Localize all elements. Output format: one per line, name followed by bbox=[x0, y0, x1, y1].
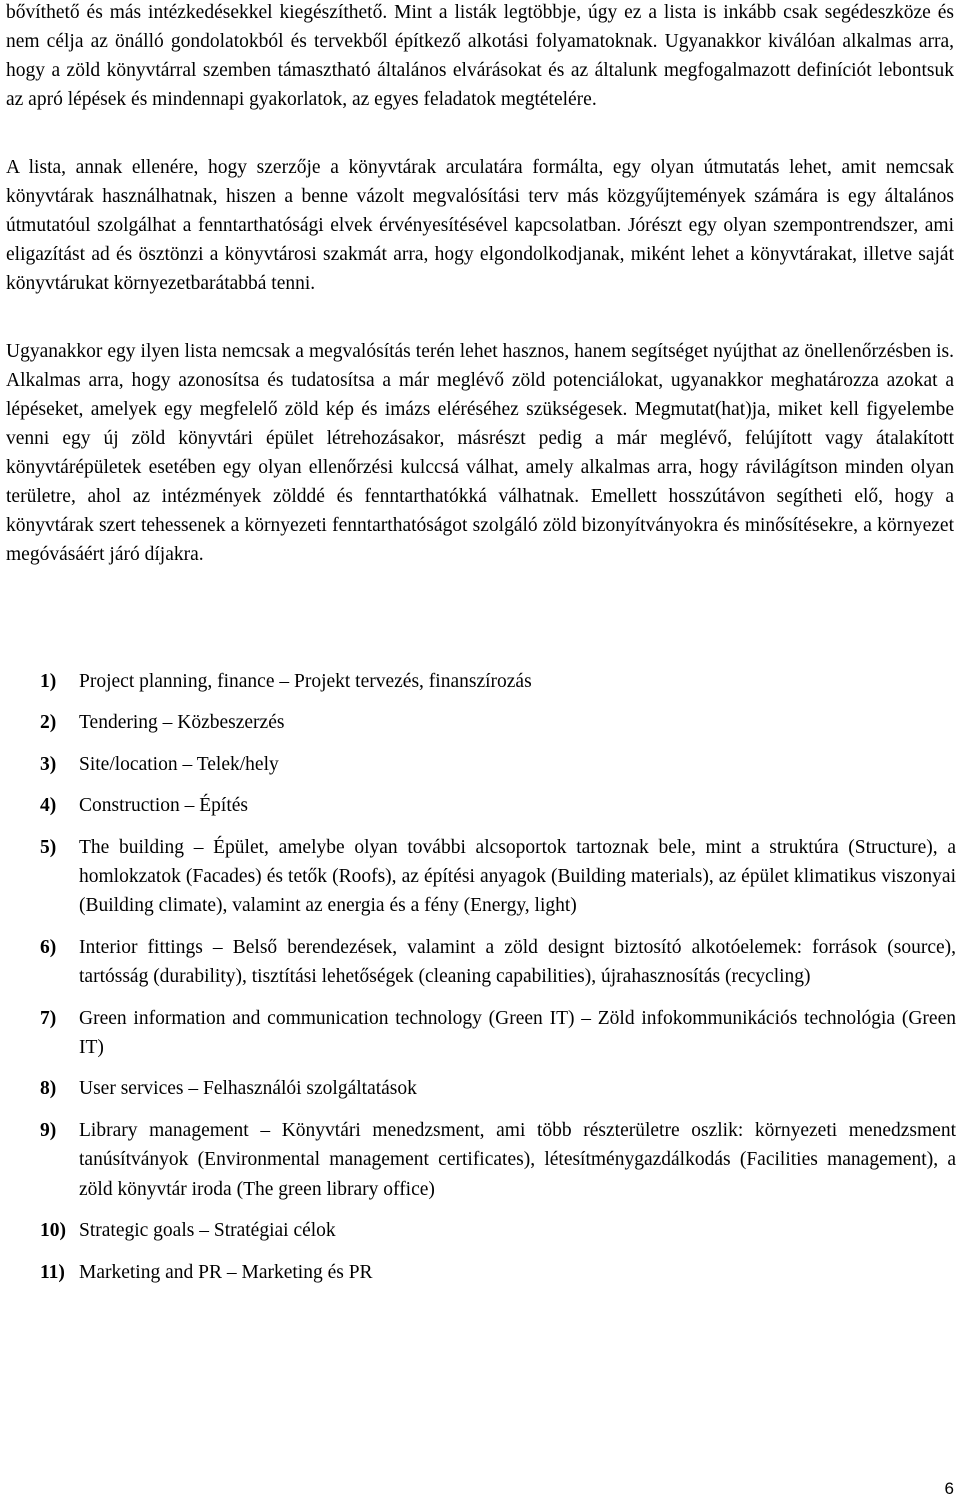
page-number: 6 bbox=[944, 1479, 954, 1498]
paragraph-1: bővíthető és más intézkedésekkel kiegészíthető. Mint a listák legtöbbje, úgy ez a lista is inkább csak segédeszköze és nem célja az önálló gondolatokból és tervekből építkező alkotási folyamatoknak. Ugyanakkor kiválóan alkalmas arra, hogy a zöld könyvtárral szemben támasztható általános elvárásokat és az általunk megfogalmazott definíciót lebontsuk az apró lépések és mindennapi gyakorlatok, az egyes feladatok megtételére. bbox=[6, 2, 954, 110]
list-item-text: Construction – Építés bbox=[79, 795, 248, 817]
list-item-text: Site/location – Telek/hely bbox=[79, 753, 279, 775]
list-item-text: The building – Épület, amelybe olyan további alcsoportok tartoznak bele, mint a struktúra (Structure), a homlokzatok (Facades) és tetők (Roofs), az építési anyagok (Building materials), az épület klimatikus viszonyai (Building climate), valamint az energia és a fény (Energy, light) bbox=[79, 836, 956, 917]
list-item bbox=[40, 1258, 956, 1287]
list-item-text: User services – Felhasználói szolgáltatások bbox=[79, 1078, 417, 1100]
numbered-list bbox=[40, 667, 956, 1299]
list-item-number: 2) bbox=[40, 712, 57, 734]
list-item-text: Tendering – Közbeszerzés bbox=[79, 712, 285, 734]
list-item-text: Interior fittings – Belső berendezések, valamint a zöld designt biztosító alkotóelemek: források (source), tartósság (durability), tisztítási lehetőségek (cleaning capabilities), újrahasznosítás (recycling) bbox=[79, 936, 956, 988]
list-item-number: 9) bbox=[40, 1119, 57, 1141]
list-item-number: 6) bbox=[40, 936, 57, 958]
paragraph-3: Ugyanakkor egy ilyen lista nemcsak a megvalósítás terén lehet hasznos, hanem segítséget nyújthat az önellenőrzésben is. Alkalmas arra, hogy azonosítsa és tudatosítsa a már meglévő zöld potenciálokat, ugyanakkor meghatározza azokat a lépéseket, amelyek egy megfelelő zöld kép és imázs eléréséhez szükségesek. Megmutat(hat)ja, miket kell figyelembe venni egy új zöld könyvtári épület létrehozásakor, másrészt pedig a már meglévő, felújított vagy átalakított könyvtárépületek esetében egy olyan ellenőrzési kulccsá válhat, amely alkalmas arra, hogy rávilágítson minden olyan területre, ahol az intézmények zölddé és fenntarthatókká válhatnak. Emellett hosszútávon segítheti elő, hogy a könyvtárak szert tehessenek a környezeti fenntarthatóságot szolgáló zöld bizonyítványokra és minősítésekre, a környezet megóvásáért járó díjakra. bbox=[6, 341, 954, 565]
list-item-number: 7) bbox=[40, 1007, 57, 1029]
list-item-number: 1) bbox=[40, 671, 57, 692]
list-item bbox=[40, 1074, 956, 1103]
list-item-number: 3) bbox=[40, 753, 57, 775]
list-item-text: Strategic goals – Stratégiai célok bbox=[79, 1220, 336, 1242]
list-item-number: 5) bbox=[40, 836, 57, 858]
list-item bbox=[40, 750, 956, 779]
list-item bbox=[40, 667, 956, 696]
list-item-text: Green information and communication technology (Green IT) – Zöld infokommunikációs technológia (Green IT) bbox=[79, 1007, 956, 1059]
list-item-text: Library management – Könyvtári menedzsment, ami több részterületre oszlik: környezeti menedzsment tanúsítványok (Environmental management certificates), létesítménygazdálkodás (Facilities management), a zöld könyvtár iroda (The green library office) bbox=[79, 1119, 956, 1200]
list-item-number: 8) bbox=[40, 1078, 57, 1100]
list-item bbox=[40, 1216, 956, 1245]
list-item-number: 11) bbox=[40, 1261, 65, 1283]
list-item bbox=[40, 1004, 956, 1063]
list-item-number: 4) bbox=[40, 795, 57, 817]
list-item-number: 10) bbox=[40, 1220, 66, 1242]
paragraph-2: A lista, annak ellenére, hogy szerzője a könyvtárak arculatára formálta, egy olyan útmutatás lehet, amit nemcsak könyvtárak használhatnak, hiszen a benne vázolt megvalósítási terv más közgyűjtemények számára is egy általános útmutatóul szolgálhat a fenntarthatósági elvek érvényesítésével kapcsolatban. Jórészt egy olyan szempontrendszer, ami eligazítást ad és ösztönzi a könyvtárosi szakmát arra, hogy elgondolkodjanak, miként lehet a könyvtárakat, illetve saját könyvtárukat környezetbarátabbá tenni. bbox=[6, 157, 954, 294]
list-item bbox=[40, 708, 956, 737]
list-item-text: Project planning, finance – Projekt tervezés, finanszírozás bbox=[79, 671, 532, 692]
list-item bbox=[40, 791, 956, 820]
list-item bbox=[40, 1116, 956, 1204]
list-item bbox=[40, 933, 956, 992]
list-item bbox=[40, 833, 956, 921]
list-item-text: Marketing and PR – Marketing és PR bbox=[79, 1261, 373, 1283]
